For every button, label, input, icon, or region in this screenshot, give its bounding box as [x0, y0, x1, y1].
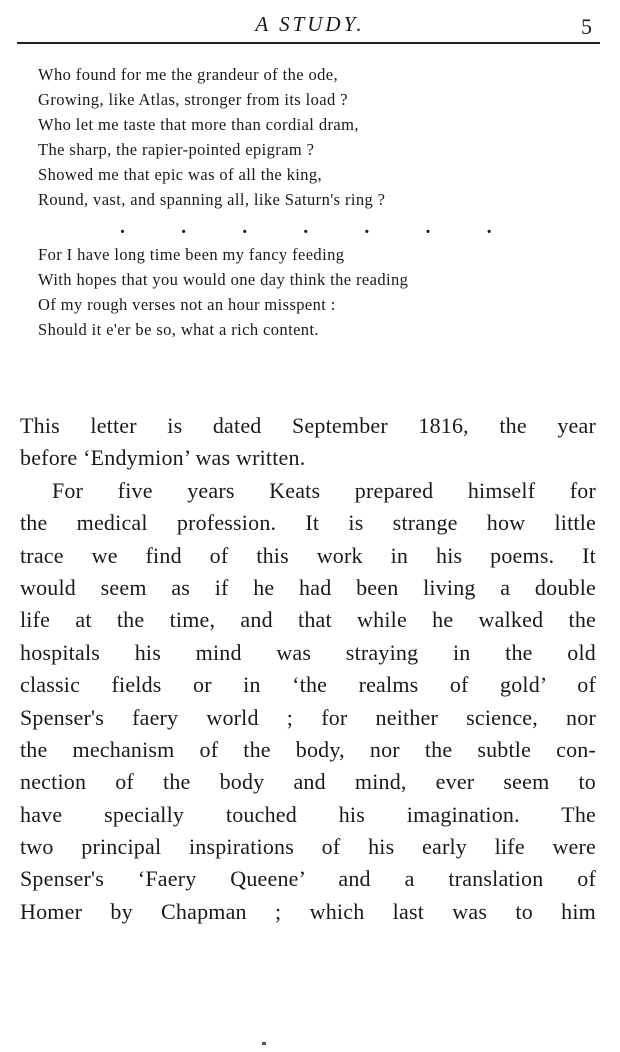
- poem-stanza-2: [38, 242, 598, 342]
- text-line: would seem as if he had been living a double: [20, 574, 596, 600]
- poem-line: Should it e'er be so, what a rich content.: [38, 320, 319, 339]
- poem-line: Of my rough verses not an hour misspent :: [38, 295, 336, 314]
- text-line: the medical profession. It is strange how little: [20, 510, 596, 536]
- poem-stanza-1: [38, 62, 598, 212]
- text-line: This letter is dated September 1816, the year: [20, 413, 596, 438]
- poem-line: The sharp, the rapier-pointed epigram ?: [38, 140, 315, 159]
- poem-line: Round, vast, and spanning all, like Saturn's ring ?: [38, 190, 386, 209]
- page-number: 5: [581, 14, 592, 39]
- running-head: [0, 12, 620, 42]
- body-text: [20, 410, 596, 928]
- paragraph-1: [20, 410, 596, 475]
- text-line: For five years Keats prepared himself for: [52, 477, 596, 503]
- ellipsis-dot: .: [120, 215, 126, 238]
- header-rule: [17, 42, 600, 44]
- ellipsis-dot: .: [242, 215, 248, 238]
- text-line: two principal inspirations of his early life were: [20, 834, 596, 860]
- running-title: A STUDY.: [255, 12, 365, 36]
- text-line: classic fields or in ‘the realms of gold’ of: [20, 672, 596, 698]
- text-line: Homer by Chapman ; which last was to him: [20, 898, 596, 924]
- text-line: trace we find of this work in his poems. It: [20, 542, 596, 568]
- poem-line: With hopes that you would one day think the reading: [38, 270, 409, 289]
- text-line: before ‘Endymion’ was written.: [20, 445, 306, 471]
- ellipsis-line: [120, 212, 492, 242]
- text-line: the mechanism of the body, nor the subtle con-: [20, 736, 596, 762]
- ellipsis-dot: .: [425, 215, 431, 238]
- ellipsis-dot: .: [364, 215, 370, 238]
- paragraph-2: [20, 475, 596, 928]
- text-line: nection of the body and mind, ever seem to: [20, 769, 596, 795]
- poem-line: Who found for me the grandeur of the ode,: [38, 65, 339, 84]
- poem-line: Showed me that epic was of all the king,: [38, 165, 323, 184]
- text-line: have specially touched his imagination. The: [20, 801, 596, 827]
- ellipsis-dot: .: [303, 215, 309, 238]
- poem-excerpt: [38, 62, 598, 342]
- ellipsis-dot: .: [486, 215, 492, 238]
- text-line: life at the time, and that while he walked the: [20, 607, 596, 633]
- text-line: hospitals his mind was straying in the old: [20, 639, 596, 665]
- text-line: Spenser's ‘Faery Queene’ and a translation of: [20, 866, 596, 892]
- poem-line: Who let me taste that more than cordial dram,: [38, 115, 359, 134]
- ellipsis-dot: .: [181, 215, 187, 238]
- poem-line: For I have long time been my fancy feeding: [38, 245, 345, 264]
- text-line: Spenser's faery world ; for neither science, nor: [20, 704, 596, 730]
- poem-line: Growing, like Atlas, stronger from its load ?: [38, 90, 348, 109]
- print-speck: [262, 1042, 266, 1045]
